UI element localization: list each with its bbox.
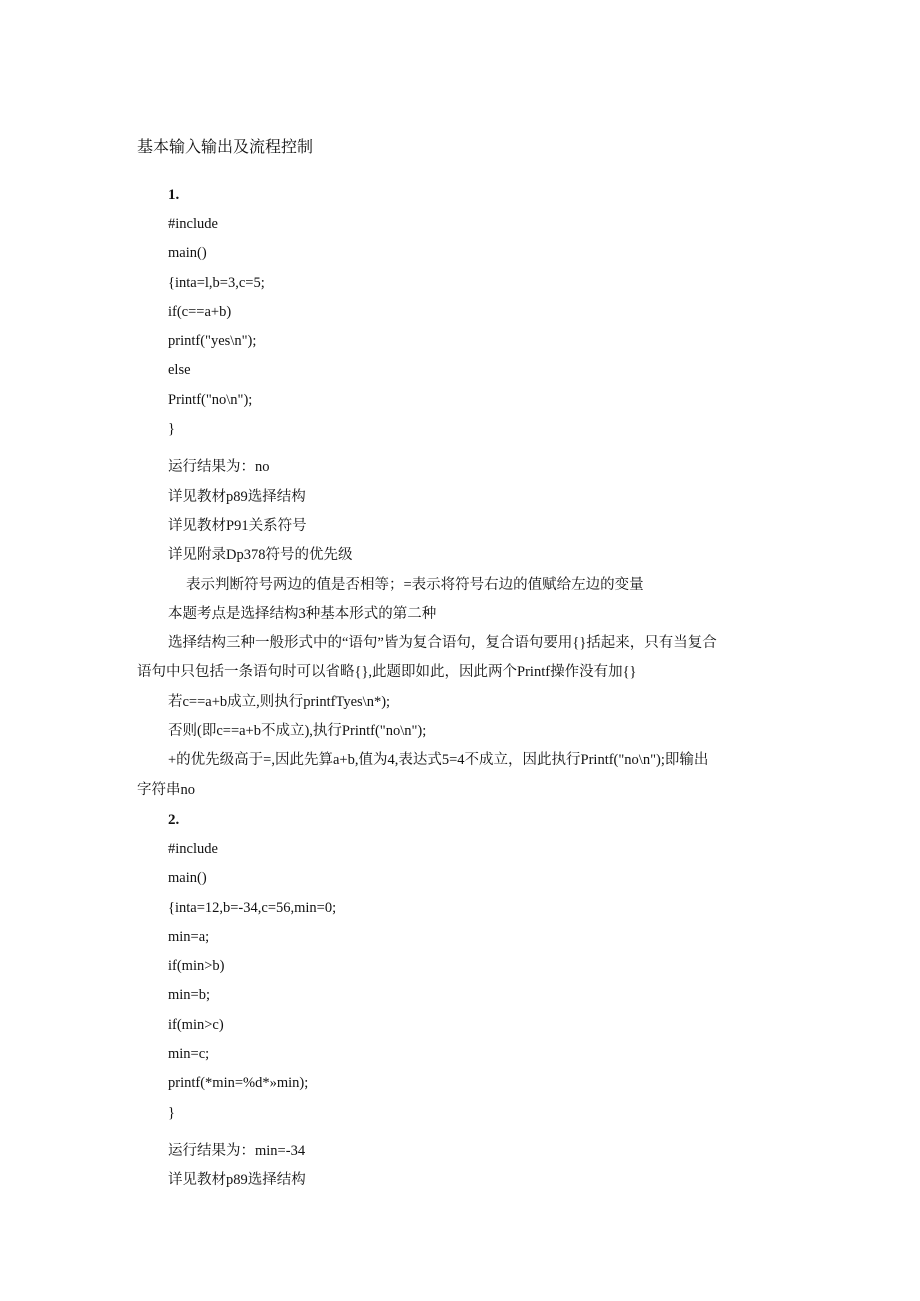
result-text: 运行结果为：min=-34	[168, 1142, 306, 1159]
explanation-text: 选择结构三种一般形式中的“语句”皆为复合语句，复合语句要用{}括起来，只有当复合	[168, 635, 717, 652]
code-line: min=c;	[168, 1046, 210, 1063]
code-line: if(min>c)	[168, 1016, 224, 1033]
code-line: main()	[168, 245, 207, 262]
reference-text: 详见附录Dp378符号的优先级	[168, 547, 353, 564]
code-line: else	[168, 362, 191, 379]
explanation-text: 本题考点是选择结构3种基本形式的第二种	[168, 605, 437, 622]
code-line: main()	[168, 870, 207, 887]
code-line: #include	[168, 841, 218, 857]
code-line: min=a;	[168, 928, 210, 945]
code-line: printf("yes\n");	[168, 333, 257, 350]
explanation-text: 字符串no	[137, 781, 195, 798]
explanation-text: +的优先级高于=,因此先算a+b,值为4,表达式5=4不成立，因此执行Printf("no\n");即输出	[168, 752, 709, 769]
reference-text: 详见教材p89选择结构	[168, 1172, 306, 1189]
code-line: if(c==a+b)	[168, 303, 232, 320]
explanation-text: 语句中只包括一条语句时可以省略{},此题即如此，因此两个Printf操作没有加{}	[137, 664, 637, 681]
code-block	[168, 835, 788, 1128]
explanation-text: 表示判断符号两边的值是否相等；=表示将符号右边的值赋给左边的变量	[186, 576, 644, 593]
code-line: min=b;	[168, 987, 211, 1004]
code-block	[168, 210, 788, 444]
code-line: {inta=l,b=3,c=5;	[168, 274, 265, 291]
reference-text: 详见教材p89选择结构	[168, 488, 306, 505]
code-line: }	[168, 1104, 175, 1121]
code-line: {inta=12,b=-34,c=56,min=0;	[168, 899, 337, 916]
explanation-text: 若c==a+b成立,则执行printfTyes\n*);	[168, 693, 391, 710]
code-line: Printf("no\n");	[168, 391, 253, 408]
code-line: }	[168, 421, 175, 438]
result-text: 运行结果为：no	[168, 459, 270, 476]
document-title: 基本输入输出及流程控制	[137, 137, 314, 156]
code-line: if(min>b)	[168, 958, 225, 975]
explanation-text: 否则(即c==a+b不成立),执行Printf("no\n");	[168, 723, 427, 740]
code-line: #include	[168, 216, 218, 232]
reference-text: 详见教材P91关系符号	[168, 517, 307, 534]
question-number: 1.	[168, 187, 180, 203]
question-number: 2.	[168, 812, 180, 828]
question-1	[137, 181, 788, 805]
code-line: printf(*min=%d*»min);	[168, 1075, 309, 1092]
question-2	[168, 806, 788, 1196]
